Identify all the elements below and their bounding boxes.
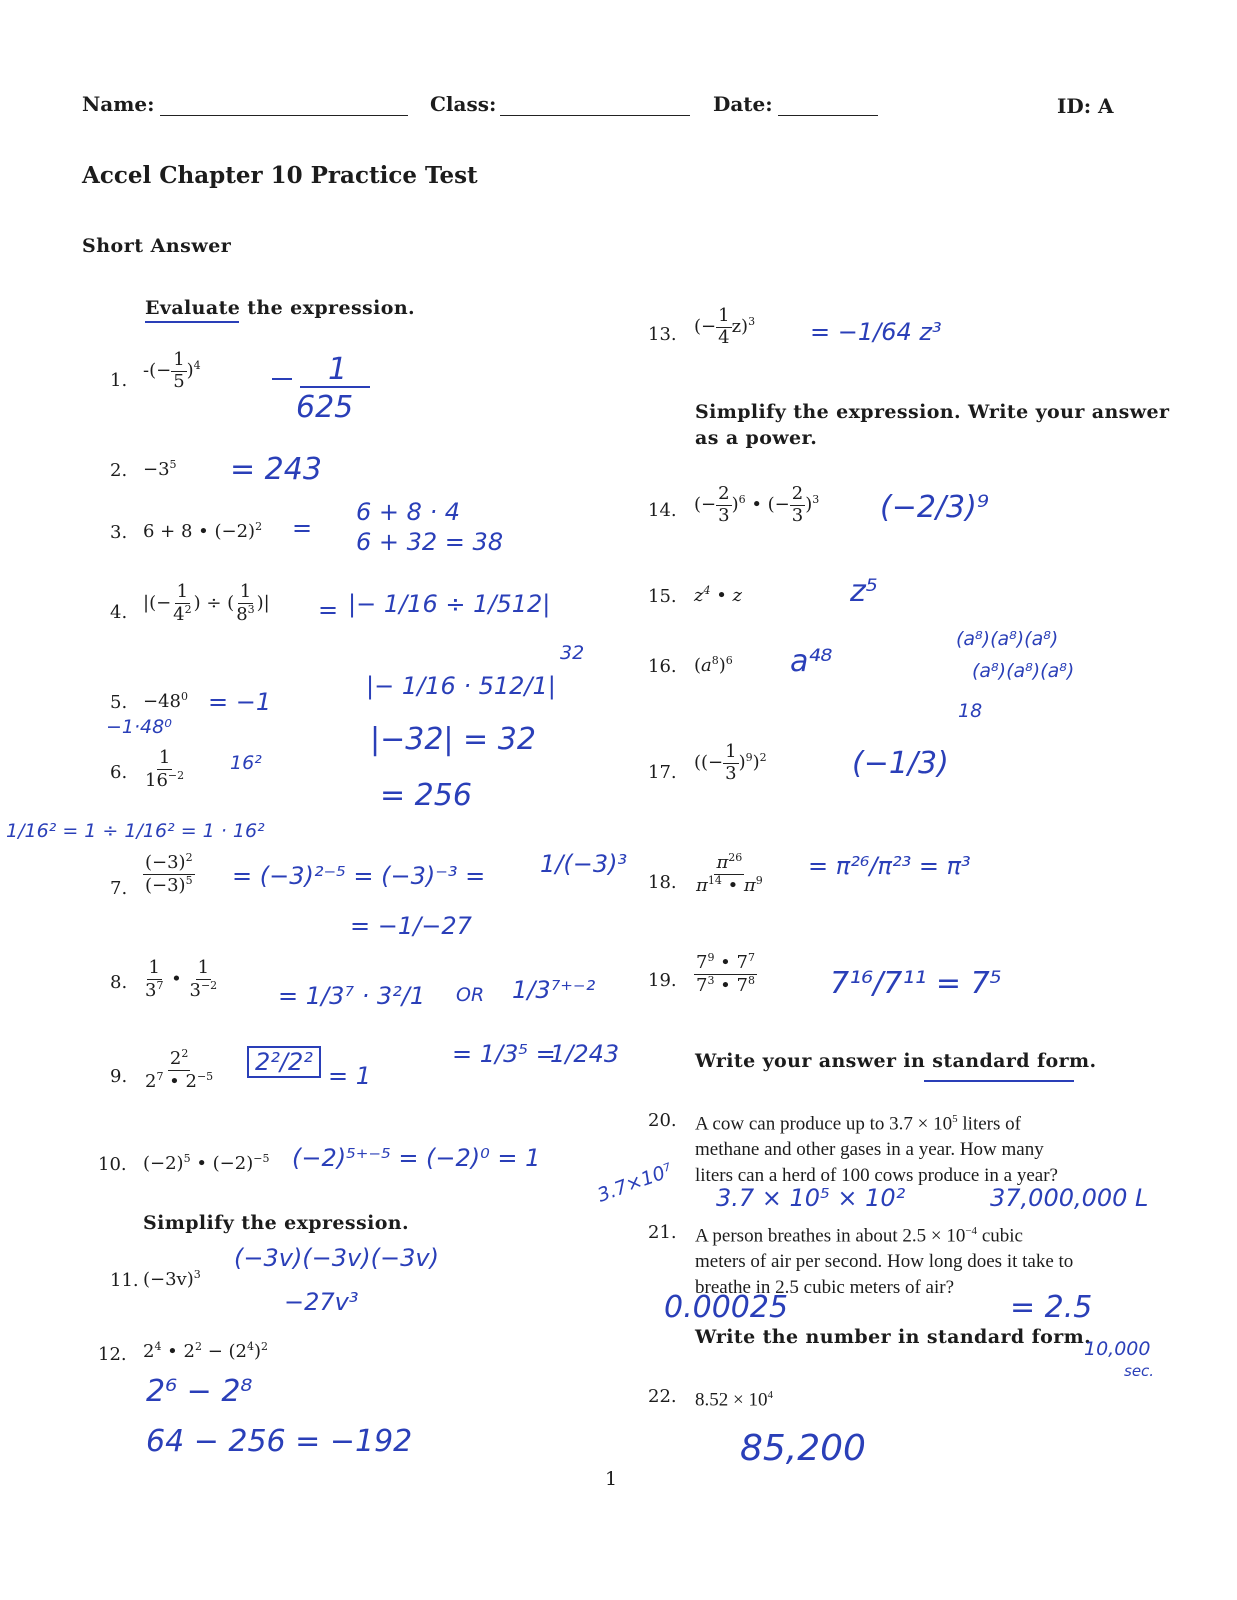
- answer-6-work-top: 16²: [230, 752, 262, 774]
- answer-20-side: 3.7×10⁷: [594, 1159, 676, 1207]
- answer-19: 7¹⁶/7¹¹ = 7⁵: [830, 966, 1002, 1001]
- answer-1-fraction-bar: [300, 386, 370, 388]
- answer-4-line-2: |− 1/16 · 512/1|: [366, 672, 556, 700]
- instruction-standard-form-number: Write the number in standard form.: [695, 1326, 1092, 1348]
- problem-3-expression: 6 + 8 • $(-2)^2$: [143, 520, 263, 542]
- problem-number: 9.: [110, 1066, 128, 1087]
- problem-number: 2.: [110, 460, 128, 481]
- problem-number: 8.: [110, 972, 128, 993]
- answer-9: = 1: [328, 1062, 372, 1090]
- answer-5: = −1: [208, 688, 272, 716]
- answer-21-equals: = 2.5: [1010, 1290, 1093, 1325]
- problem-number: 14.: [648, 500, 677, 521]
- answer-9-boxed: 2²/2²: [247, 1046, 321, 1078]
- problem-21-text: [695, 1218, 1073, 1301]
- problem-22-base: 8.52 × 10: [695, 1389, 768, 1411]
- answer-21-unit: sec.: [1124, 1362, 1155, 1380]
- problem-7-expression: $\frac{(-3)^2}{(-3)^5}$: [145, 851, 193, 896]
- date-blank[interactable]: [778, 115, 878, 116]
- answer-1-denominator: 625: [296, 390, 354, 425]
- problem-number: 22.: [648, 1386, 677, 1407]
- problem-20-text: [695, 1106, 1058, 1189]
- problem-1-expression: -(− $\frac{1}{5}$ )$^4$: [143, 349, 201, 392]
- answer-13: = −1/64 z³: [810, 318, 942, 346]
- problem-22-expression: [695, 1382, 773, 1413]
- exponent: 5: [952, 1113, 958, 1125]
- problem-2-expression: $-3^5$: [143, 458, 177, 480]
- answer-22: 85,200: [740, 1428, 866, 1469]
- evaluate-underline: [145, 321, 239, 323]
- equals-sign: =: [318, 596, 339, 624]
- answer-18: = π²⁶/π²³ = π³: [808, 852, 971, 880]
- problem-17-expression: ((− $\frac{1}{3}$ )$^9$)$^2$: [694, 741, 767, 784]
- problem-19-expression: $\frac{7^9 • 7^7}{7^3 • 7^8}$: [696, 951, 755, 996]
- problem-21-line-1b: cubic: [977, 1225, 1023, 1247]
- problem-number: 17.: [648, 762, 677, 783]
- answer-8-alt: 1/3⁷⁺⁻²: [512, 976, 596, 1004]
- problem-number: 18.: [648, 872, 677, 893]
- problem-20-line-3: liters can a herd of 100 cows produce in a year?: [695, 1165, 1058, 1187]
- problem-number: 19.: [648, 970, 677, 991]
- instruction-evaluate: Evaluate the expression.: [145, 297, 416, 319]
- answer-16-work-1: (a⁸)(a⁸)(a⁸): [956, 628, 1059, 650]
- instruction-simplify: Simplify the expression.: [143, 1212, 409, 1234]
- problem-11-expression: $(-3v)^3$: [143, 1268, 201, 1290]
- problem-number: 1.: [110, 370, 128, 391]
- answer-6-work-left: 1/16² = 1 ÷ 1/16² = 1 · 16²: [6, 820, 265, 842]
- problem-5-expression: $-48^0$: [143, 690, 188, 712]
- problem-4-expression: |(− $\frac{1}{4^2}$ ) ÷ ( $\frac{1}{8^3}$ )|: [143, 581, 270, 625]
- answer-5-work: −1·48⁰: [106, 716, 172, 738]
- id-label: ID: A: [1057, 94, 1114, 118]
- answer-16-work-3: 18: [958, 700, 983, 722]
- problem-number: 15.: [648, 586, 677, 607]
- date-label: Date:: [713, 92, 773, 116]
- equals-sign: =: [292, 514, 313, 542]
- name-blank[interactable]: [160, 115, 408, 116]
- answer-7-result: = −1/−27: [350, 912, 472, 940]
- answer-16-work-2: (a⁸)(a⁸)(a⁸): [972, 660, 1075, 682]
- problem-number: 4.: [110, 602, 128, 623]
- name-label: Name:: [82, 92, 155, 116]
- problem-number: 13.: [648, 324, 677, 345]
- answer-4-note: 32: [560, 642, 585, 664]
- answer-3-line-2: 6 + 32 = 38: [356, 528, 504, 556]
- problem-number: 3.: [110, 522, 128, 543]
- answer-2: = 243: [230, 452, 322, 487]
- problem-16-expression: $(a^8)^6$: [694, 654, 733, 676]
- problem-21-line-1a: A person breathes in about 2.5 × 10: [695, 1225, 966, 1247]
- problem-18-expression: $\frac{\pi^{26}}{\pi^{14} • \pi^9}$: [696, 851, 763, 896]
- answer-8-result: 1/243: [550, 1040, 620, 1068]
- problem-6-expression: $\frac{1}{16^{-2}}$: [145, 747, 185, 791]
- answer-14: (−2/3)⁹: [880, 490, 989, 525]
- answer-17: (−1/3): [852, 746, 949, 781]
- problem-number: 6.: [110, 762, 128, 783]
- answer-1-numerator: 1: [328, 352, 348, 387]
- instruction-standard-form-answer: Write your answer in standard form.: [695, 1050, 1097, 1072]
- problem-13-expression: (− $\frac{1}{4}$ z)$^3$: [694, 305, 756, 348]
- section-heading: Short Answer: [82, 235, 232, 257]
- problem-14-expression: (− $\frac{2}{3}$ )$^6$ • (− $\frac{2}{3}$ )$^3$: [694, 483, 820, 526]
- answer-12-line-2: 64 − 256 = −192: [146, 1424, 413, 1459]
- class-blank[interactable]: [500, 115, 690, 116]
- answer-1-minus: [272, 378, 292, 380]
- test-title: Accel Chapter 10 Practice Test: [82, 162, 478, 189]
- problem-12-expression: $2^4$ • $2^2 - (2^4)^2$: [143, 1340, 268, 1362]
- exponent: −4: [965, 1225, 978, 1237]
- answer-16: a⁴⁸: [790, 644, 833, 679]
- problem-number: 5.: [110, 692, 128, 713]
- answer-7-fraction: 1/(−3)³: [540, 850, 628, 878]
- problem-15-expression: $z^4$ • z: [694, 584, 743, 606]
- answer-8-or: OR: [456, 984, 485, 1006]
- answer-8-equals: = 1/3⁵ =: [452, 1040, 556, 1068]
- answer-4-line-3: |−32| = 32: [370, 722, 536, 757]
- problem-21-line-2: meters of air per second. How long does it take to: [695, 1251, 1074, 1273]
- problem-number: 7.: [110, 878, 128, 899]
- exponent: 4: [767, 1389, 773, 1401]
- problem-20-line-1a: A cow can produce up to 3.7 × 10: [695, 1113, 953, 1135]
- problem-number: 12.: [98, 1344, 127, 1365]
- problem-20-line-2: methane and other gases in a year. How many: [695, 1139, 1044, 1161]
- answer-7: = (−3)²⁻⁵ = (−3)⁻³ =: [232, 862, 486, 890]
- problem-number: 11.: [110, 1270, 139, 1291]
- instruction-simplify-power-2: as a power.: [695, 427, 818, 449]
- answer-21-work: 0.00025: [664, 1290, 789, 1325]
- answer-8-work: = 1/3⁷ · 3²/1: [278, 982, 426, 1010]
- problem-10-expression: $(-2)^5$ • $(-2)^{-5}$: [143, 1152, 270, 1174]
- problem-number: 16.: [648, 656, 677, 677]
- problem-number: 20.: [648, 1110, 677, 1131]
- answer-11-line-2: −27v³: [284, 1288, 359, 1316]
- answer-4-line-1: |− 1/16 ÷ 1/512|: [348, 590, 551, 618]
- problem-8-expression: $\frac{1}{3^7}$ • $\frac{1}{3^{-2}}$: [145, 957, 218, 1001]
- answer-12-line-1: 2⁶ − 2⁸: [146, 1374, 253, 1409]
- answer-21: 10,000: [1084, 1338, 1151, 1360]
- answer-15: z⁵: [850, 574, 878, 609]
- problem-9-expression: $\frac{2^2}{2^7 • 2^{-5}}$: [145, 1047, 214, 1092]
- problem-number: 21.: [648, 1222, 677, 1243]
- answer-11-line-1: (−3v)(−3v)(−3v): [234, 1244, 439, 1272]
- instruction-simplify-power: Simplify the expression. Write your answer: [695, 401, 1170, 423]
- answer-20: 37,000,000 L: [990, 1184, 1149, 1212]
- problem-20-line-1b: liters of: [957, 1113, 1021, 1135]
- answer-3-line-1: 6 + 8 · 4: [356, 498, 461, 526]
- answer-10: (−2)⁵⁺⁻⁵ = (−2)⁰ = 1: [292, 1144, 541, 1172]
- problem-number: 10.: [98, 1154, 127, 1175]
- problem-21-line-3: breathe in 2.5 cubic meters of air?: [695, 1277, 955, 1299]
- standard-form-underline: [924, 1080, 1074, 1082]
- answer-6: = 256: [380, 778, 472, 813]
- class-label: Class:: [430, 92, 497, 116]
- page-number: 1: [605, 1468, 618, 1490]
- answer-20-work: 3.7 × 10⁵ × 10²: [716, 1184, 906, 1212]
